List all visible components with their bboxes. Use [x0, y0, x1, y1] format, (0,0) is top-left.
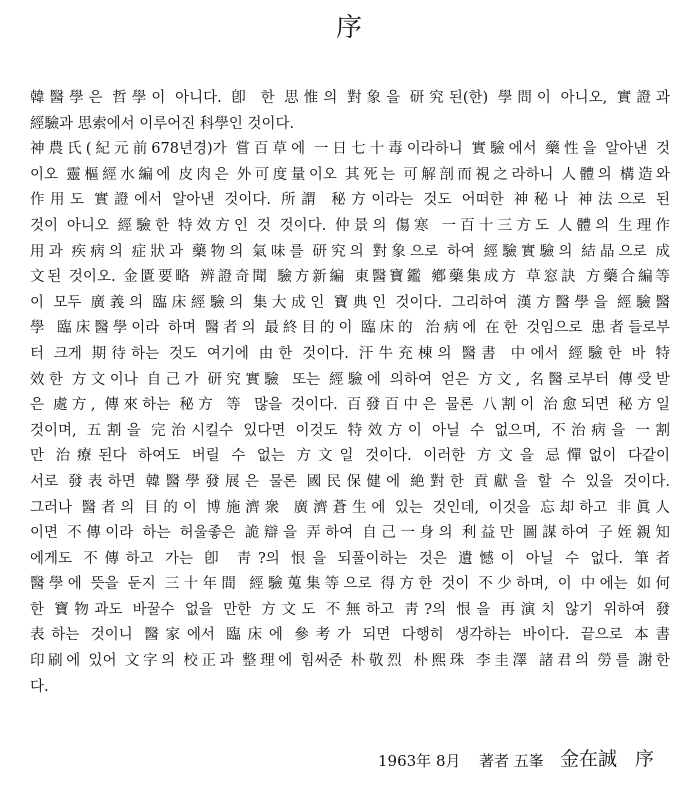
text-line: 이오 靈樞經水編에 皮肉은 外可度量이오 其死는 可解剖而視之라하니 人體의 構造와 [30, 166, 670, 183]
text-line: 效한 方文이나 自己가 研究實驗 또는 經驗에 의하여 얻은 方文, 名醫로부터 傳受받 [30, 371, 670, 388]
text-line: 印刷에 있어 文字의 校正과 整理에 힘써준 朴敬烈 朴熙珠 李圭澤 諸君의 勞를 謝한 [30, 653, 670, 670]
text-line: 에게도 不傳하고 가는 卽 靑?의 恨을 되풀이하는 것은 遺憾이 아닐 수 없다. 筆者 [30, 550, 670, 567]
text-line: 터 크게 期待하는 것도 여기에 由한 것이다. 汗牛充棟의 醫書 中에서 經驗한 바 特 [30, 345, 670, 362]
text-line: 다. [30, 678, 49, 695]
text-line: 한 寶物과도 바꿀수 없을 만한 方文도 不無하고 靑?의 恨을 再演치 않기 위하여 發 [30, 601, 670, 618]
text-line: 學 臨床醫學이라 하며 醫者의 最終目的이 臨床的 治病에 在한 것임으로 患者들로부 [30, 320, 670, 337]
paragraph-1 [30, 86, 670, 137]
signature-suffix: 序 [635, 748, 655, 770]
text-line: 이 모두 廣義의 臨床經驗의 集大成인 寶典인 것이다. 그리하여 漢方醫學을 經驗醫 [30, 294, 670, 311]
text-line: 서로 發表하면 韓醫學發展은 물론 國民保健에 絶對한 貢獻을 할 수 있을 것이다. [30, 473, 670, 490]
text-line: 用과 疾病의 症狀과 藥物의 氣味를 研究의 對象으로 하여 經驗實驗의 結晶으로 成 [30, 243, 670, 260]
text-line: 作用도 實證에서 알아낸 것이다. 所謂 秘方이라는 것도 어떠한 神秘나 神法으로 된 [30, 192, 670, 209]
signature-date: 1963年 8月 [378, 752, 461, 770]
paragraph-2 [30, 137, 670, 700]
text-line: 이면 不傳이라 하는 허울좋은 詭辯을 弄하여 自己一身의 利益만 圖謀하여 子姪親知 [30, 525, 670, 542]
text-line: 表하는 것이니 醫家에서 臨床에 參考가 되면 다행히 생각하는 바이다. 끝으로 本書 [30, 627, 670, 644]
text-line: 것이며, 五割을 完治시킬수 있다면 이것도 特效方이 아닐 수 없으며, 不治病을 一割 [30, 422, 670, 439]
text-line: 韓醫學은 哲學이 아니다. 卽 한 思惟의 對象을 研究된(한) 學問이 아니오, 實證과 [30, 90, 670, 106]
page-title: 序 [335, 13, 364, 43]
text-line: 그러나 醫者의 目的이 博施濟衆 廣濟蒼生에 있는 것인데, 이것을 忘却하고 非眞人 [30, 499, 670, 516]
text-line: 經驗과 思索에서 이루어진 科學인 것이다. [30, 115, 295, 132]
signature-author-label: 著者 五峯 [479, 752, 544, 770]
text-line: 文된 것이오. 金匱要略 辨證奇聞 驗方新編 東醫寶鑑 鄕藥集成方 草窓訣 方藥合編等 [30, 269, 670, 286]
text-line: 神農氏(紀元前678년경)가 嘗百草에 一日七十毒이라하니 實驗에서 藥性을 알아낸 것 [30, 141, 670, 158]
text-line: 것이 아니오 經驗한 特效方인 것 것이다. 仲景의 傷寒 一百十三方도 人體의 生理作 [30, 217, 670, 234]
signature-name: 金在誠 [560, 748, 618, 770]
text-line: 醫學에 뜻을 둔지 三十年間 經驗蒐集等으로 得方한 것이 不少하며, 이 中에는 如何 [30, 576, 670, 593]
text-line: 만 治療된다 하여도 버릴 수 없는 方文일 것이다. 이러한 方文을 忌憚없이 다같이 [30, 448, 670, 465]
text-line: 은 處方, 傳來하는 秘方 等 많을 것이다. 百發百中은 물론 八割이 治愈되면 秘方일 [30, 397, 670, 414]
preface-body [30, 86, 670, 700]
